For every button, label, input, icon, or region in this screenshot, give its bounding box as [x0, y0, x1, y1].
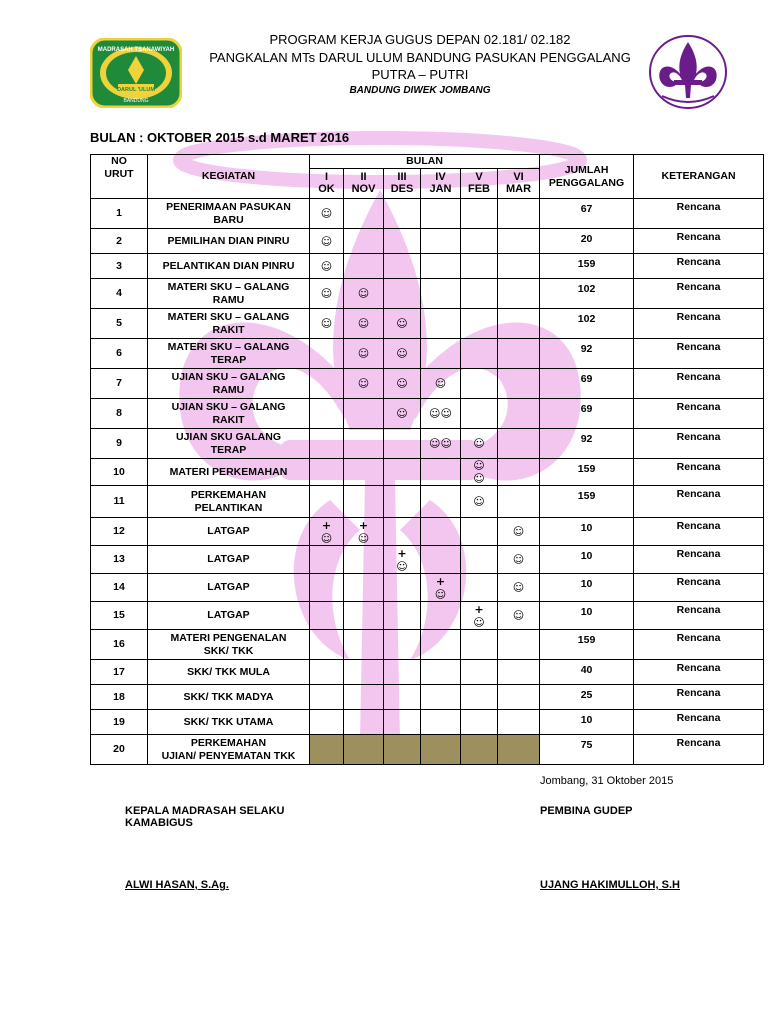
month-mark [310, 710, 344, 735]
row-number: 13 [91, 546, 148, 574]
month-mark [461, 660, 498, 685]
participant-count: 40 [540, 660, 634, 685]
row-number: 8 [91, 399, 148, 429]
status-note: Rencana [634, 309, 764, 339]
month-mark: ☺ [384, 339, 421, 369]
month-mark [310, 459, 344, 486]
row-number: 19 [91, 710, 148, 735]
month-mark [461, 574, 498, 602]
month-mark [498, 660, 540, 685]
status-note: Rencana [634, 199, 764, 229]
activity-name: UJIAN SKU – GALANG RAKIT [148, 399, 310, 429]
month-mark [344, 685, 384, 710]
activity-name: LATGAP [148, 546, 310, 574]
table-row [91, 518, 764, 546]
month-mark [344, 710, 384, 735]
month-mark: ☺ [344, 309, 384, 339]
activity-name: LATGAP [148, 574, 310, 602]
month-mark [461, 546, 498, 574]
header-address: BANDUNG DIWEK JOMBANG [349, 85, 491, 96]
month-mark [384, 630, 421, 660]
month-mark [461, 309, 498, 339]
month-roman: VI [513, 171, 524, 183]
month-mark: ☺ [498, 602, 540, 630]
participant-count: 102 [540, 279, 634, 309]
logo-text-bottom2: BANDUNG [123, 98, 149, 104]
month-mark: ☺ [461, 429, 498, 459]
month-mark [498, 309, 540, 339]
table-row [91, 399, 764, 429]
month-mark: ☺ [310, 279, 344, 309]
participant-count: 159 [540, 486, 634, 518]
month-mark [421, 486, 461, 518]
month-mark [384, 710, 421, 735]
signatory-left-name: ALWI HASAN, S.Ag. [125, 879, 229, 891]
status-note: Rencana [634, 459, 764, 486]
month-mark [310, 574, 344, 602]
month-mark [384, 459, 421, 486]
month-header [498, 169, 540, 199]
month-mark [498, 199, 540, 229]
month-mark [461, 229, 498, 254]
row-number: 6 [91, 339, 148, 369]
participant-count: 10 [540, 602, 634, 630]
month-mark: ☺ [344, 369, 384, 399]
table-row [91, 630, 764, 660]
month-mark [421, 735, 461, 765]
month-mark [384, 199, 421, 229]
activity-name: SKK/ TKK UTAMA [148, 710, 310, 735]
table-row [91, 710, 764, 735]
month-mark [384, 486, 421, 518]
table-row [91, 735, 764, 765]
month-mark [344, 459, 384, 486]
col-header-bulan: BULAN [310, 155, 540, 169]
row-number: 2 [91, 229, 148, 254]
status-note: Rencana [634, 630, 764, 660]
signatory-left-title: KEPALA MADRASAH SELAKU KAMABIGUS [125, 805, 285, 829]
month-mark [498, 339, 540, 369]
month-mark [421, 685, 461, 710]
logo-text-bottom: DARUL 'ULUM [117, 87, 155, 93]
month-name: OK [318, 183, 335, 195]
month-mark: + ☺ [421, 574, 461, 602]
month-mark [384, 229, 421, 254]
month-mark: ☺ [344, 339, 384, 369]
month-name: JAN [429, 183, 452, 195]
month-mark [498, 735, 540, 765]
month-mark [344, 429, 384, 459]
month-mark [461, 254, 498, 279]
header-title-line1: PROGRAM KERJA GUGUS DEPAN 02.181/ 02.182 [269, 32, 571, 47]
month-mark [461, 518, 498, 546]
row-number: 5 [91, 309, 148, 339]
month-name: FEB [468, 183, 490, 195]
activity-name: PERKEMAHAN UJIAN/ PENYEMATAN TKK [148, 735, 310, 765]
month-mark [421, 279, 461, 309]
row-number: 14 [91, 574, 148, 602]
row-number: 1 [91, 199, 148, 229]
month-mark [461, 399, 498, 429]
row-number: 9 [91, 429, 148, 459]
row-number: 10 [91, 459, 148, 486]
header-title-line2: PANGKALAN MTs DARUL ULUM BANDUNG PASUKAN PENGGALANG [209, 50, 631, 65]
month-mark [461, 279, 498, 309]
month-header [310, 169, 344, 199]
month-mark: + ☺ [344, 518, 384, 546]
month-mark [498, 279, 540, 309]
participant-count: 159 [540, 254, 634, 279]
month-mark [344, 660, 384, 685]
month-mark [310, 660, 344, 685]
month-mark [421, 229, 461, 254]
month-mark [461, 630, 498, 660]
table-row [91, 369, 764, 399]
month-mark [344, 630, 384, 660]
month-name: NOV [351, 183, 376, 195]
participant-count: 69 [540, 369, 634, 399]
month-mark: ☺ [310, 254, 344, 279]
month-mark [384, 735, 421, 765]
table-row [91, 486, 764, 518]
col-header-kegiatan: KEGIATAN [148, 155, 310, 199]
month-header [384, 169, 421, 199]
month-mark: ☺ ☺ [461, 459, 498, 486]
month-mark [461, 685, 498, 710]
month-mark [421, 199, 461, 229]
month-mark: ☺ [498, 518, 540, 546]
month-mark [384, 518, 421, 546]
period-label: BULAN : OKTOBER 2015 s.d MARET 2016 [90, 130, 350, 145]
month-roman: IV [435, 171, 446, 183]
month-mark [344, 486, 384, 518]
status-note: Rencana [634, 369, 764, 399]
month-mark: ☺ [461, 486, 498, 518]
header-title-line3: PUTRA – PUTRI [371, 67, 469, 82]
participant-count: 159 [540, 459, 634, 486]
participant-count: 92 [540, 339, 634, 369]
table-row [91, 660, 764, 685]
row-number: 3 [91, 254, 148, 279]
col-header-jumlah [540, 155, 634, 199]
month-mark [310, 339, 344, 369]
month-mark [461, 199, 498, 229]
month-mark: ☺ [310, 199, 344, 229]
status-note: Rencana [634, 518, 764, 546]
month-mark [421, 630, 461, 660]
activity-name: MATERI SKU – GALANG TERAP [148, 339, 310, 369]
participant-count: 75 [540, 735, 634, 765]
table-row [91, 546, 764, 574]
activity-name: MATERI SKU – GALANG RAMU [148, 279, 310, 309]
month-mark [344, 199, 384, 229]
month-mark [310, 685, 344, 710]
participant-count: 92 [540, 429, 634, 459]
month-mark [384, 254, 421, 279]
month-header [461, 169, 498, 199]
row-number: 12 [91, 518, 148, 546]
month-roman: I [324, 171, 329, 183]
status-note: Rencana [634, 399, 764, 429]
month-mark [498, 486, 540, 518]
table-row [91, 574, 764, 602]
activity-name: PERKEMAHAN PELANTIKAN [148, 486, 310, 518]
month-mark [421, 710, 461, 735]
activity-name: SKK/ TKK MADYA [148, 685, 310, 710]
month-mark [421, 602, 461, 630]
month-mark: ☺ [498, 546, 540, 574]
month-roman: V [475, 171, 483, 183]
row-number: 17 [91, 660, 148, 685]
month-header [421, 169, 461, 199]
month-mark [310, 369, 344, 399]
month-mark [310, 630, 344, 660]
month-mark [344, 735, 384, 765]
table-row [91, 339, 764, 369]
participant-count: 67 [540, 199, 634, 229]
status-note: Rencana [634, 229, 764, 254]
month-mark [498, 710, 540, 735]
status-note: Rencana [634, 254, 764, 279]
signatory-right-title: PEMBINA GUDEP [540, 805, 633, 817]
activity-name: SKK/ TKK MULA [148, 660, 310, 685]
row-number: 18 [91, 685, 148, 710]
month-mark: + ☺ [461, 602, 498, 630]
month-mark [421, 518, 461, 546]
month-mark [421, 339, 461, 369]
scout-logo [646, 32, 730, 112]
month-mark [461, 369, 498, 399]
month-mark [344, 546, 384, 574]
month-mark [384, 574, 421, 602]
madrasah-logo [90, 38, 182, 108]
month-mark [421, 309, 461, 339]
month-mark [310, 486, 344, 518]
participant-count: 102 [540, 309, 634, 339]
month-mark [498, 254, 540, 279]
activity-name: UJIAN SKU – GALANG RAMU [148, 369, 310, 399]
status-note: Rencana [634, 735, 764, 765]
status-note: Rencana [634, 660, 764, 685]
status-note: Rencana [634, 574, 764, 602]
status-note: Rencana [634, 546, 764, 574]
month-mark [498, 229, 540, 254]
month-mark: ☺ [310, 229, 344, 254]
month-mark [344, 574, 384, 602]
month-mark [384, 602, 421, 630]
table-row [91, 254, 764, 279]
status-note: Rencana [634, 486, 764, 518]
table-row [91, 459, 764, 486]
month-header [344, 169, 384, 199]
col-header-jumlah-text: JUMLAH PENGGALANG [548, 163, 625, 189]
status-note: Rencana [634, 429, 764, 459]
col-header-keterangan: KETERANGAN [634, 155, 764, 199]
program-table [90, 154, 764, 765]
status-note: Rencana [634, 279, 764, 309]
month-mark [498, 630, 540, 660]
activity-name: PELANTIKAN DIAN PINRU [148, 254, 310, 279]
participant-count: 10 [540, 546, 634, 574]
month-roman: III [397, 171, 407, 183]
month-mark: ☺ [344, 279, 384, 309]
row-number: 11 [91, 486, 148, 518]
participant-count: 69 [540, 399, 634, 429]
month-mark [498, 399, 540, 429]
participant-count: 10 [540, 710, 634, 735]
activity-name: LATGAP [148, 518, 310, 546]
month-mark: ☺ [384, 309, 421, 339]
activity-name: LATGAP [148, 602, 310, 630]
month-mark [498, 429, 540, 459]
month-mark: ☺ [310, 309, 344, 339]
status-note: Rencana [634, 339, 764, 369]
logo-text-top: MADRASAH TSANAWIYAH [97, 47, 175, 53]
participant-count: 10 [540, 518, 634, 546]
month-mark [310, 735, 344, 765]
status-note: Rencana [634, 602, 764, 630]
month-mark [344, 229, 384, 254]
month-mark [461, 339, 498, 369]
month-mark: ☺ [384, 399, 421, 429]
table-row [91, 429, 764, 459]
row-number: 4 [91, 279, 148, 309]
month-name: DES [390, 183, 414, 195]
place-date: Jombang, 31 Oktober 2015 [540, 775, 674, 787]
activity-name: PENERIMAAN PASUKAN BARU [148, 199, 310, 229]
col-header-no [91, 155, 148, 199]
month-mark [310, 546, 344, 574]
month-mark [344, 602, 384, 630]
month-mark: + ☺ [310, 518, 344, 546]
activity-name: MATERI SKU – GALANG RAKIT [148, 309, 310, 339]
row-number: 16 [91, 630, 148, 660]
month-mark [421, 254, 461, 279]
month-mark [461, 735, 498, 765]
participant-count: 25 [540, 685, 634, 710]
activity-name: UJIAN SKU GALANG TERAP [148, 429, 310, 459]
row-number: 15 [91, 602, 148, 630]
month-mark [498, 459, 540, 486]
table-row [91, 309, 764, 339]
table-row [91, 229, 764, 254]
table-row [91, 602, 764, 630]
activity-name: MATERI PERKEMAHAN [148, 459, 310, 486]
col-header-no-text: NO URUT [104, 155, 134, 180]
month-mark [384, 685, 421, 710]
month-mark: ☺ [421, 369, 461, 399]
month-mark [498, 685, 540, 710]
month-mark [344, 399, 384, 429]
activity-name: MATERI PENGENALAN SKK/ TKK [148, 630, 310, 660]
month-mark [310, 429, 344, 459]
participant-count: 20 [540, 229, 634, 254]
month-mark [310, 399, 344, 429]
signatory-right-name: UJANG HAKIMULLOH, S.H [540, 879, 680, 891]
table-row [91, 199, 764, 229]
row-number: 7 [91, 369, 148, 399]
month-mark [310, 602, 344, 630]
month-mark [461, 710, 498, 735]
month-mark [384, 429, 421, 459]
status-note: Rencana [634, 710, 764, 735]
month-mark [344, 254, 384, 279]
participant-count: 159 [540, 630, 634, 660]
month-mark [421, 660, 461, 685]
month-mark: ☺ [384, 369, 421, 399]
month-mark [421, 459, 461, 486]
month-mark [421, 546, 461, 574]
month-mark: + ☺ [384, 546, 421, 574]
participant-count: 10 [540, 574, 634, 602]
month-mark: ☺☺ [421, 399, 461, 429]
row-number: 20 [91, 735, 148, 765]
activity-name: PEMILIHAN DIAN PINRU [148, 229, 310, 254]
table-row [91, 685, 764, 710]
status-note: Rencana [634, 685, 764, 710]
month-mark [384, 279, 421, 309]
month-mark: ☺☺ [421, 429, 461, 459]
month-mark [498, 369, 540, 399]
month-mark: ☺ [498, 574, 540, 602]
month-name: MAR [506, 183, 532, 195]
month-mark [384, 660, 421, 685]
table-row [91, 279, 764, 309]
month-roman: II [360, 171, 367, 183]
